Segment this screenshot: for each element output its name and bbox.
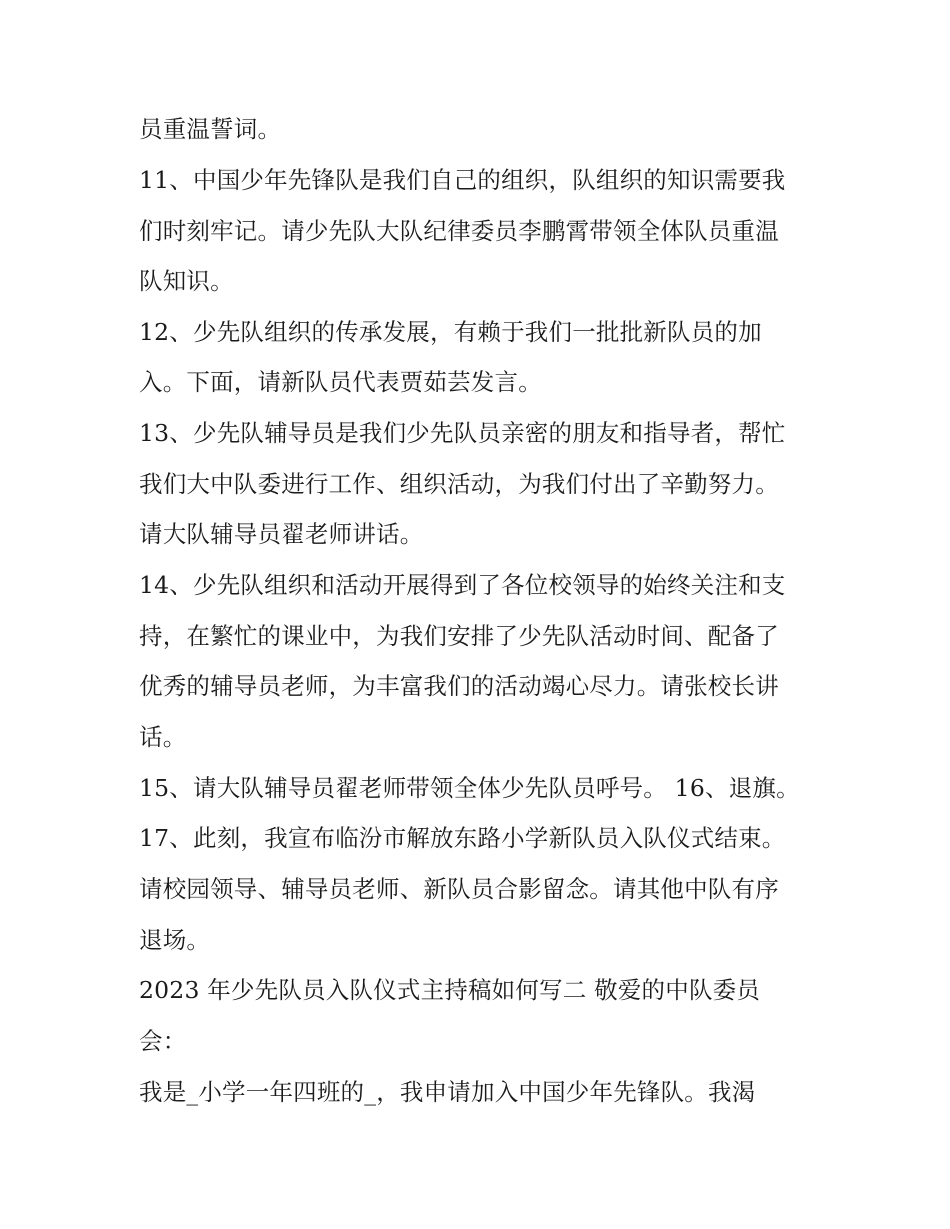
text-line: 会： xyxy=(139,1027,187,1055)
text-line: 入。下面，请新队员代表贾茹芸发言。 xyxy=(139,368,542,396)
text-line: 持，在繁忙的课业中，为我们安排了少先队活动时间、配备了 xyxy=(139,622,779,650)
text-line: 退场。 xyxy=(139,926,211,954)
text-line: 13、少先队辅导员是我们少先队员亲密的朋友和指导者，帮忙 xyxy=(139,419,786,447)
text-line: 12、少先队组织的传承发展，有赖于我们一批批新队员的加 xyxy=(139,318,762,346)
text-line: 优秀的辅导员老师，为丰富我们的活动竭心尽力。请张校长讲 xyxy=(139,672,779,700)
text-line: 请大队辅导员翟老师讲话。 xyxy=(139,520,424,548)
text-line: 15、请大队辅导员翟老师带领全体少先队员呼号。 16、退旗。 xyxy=(139,774,800,802)
text-line: 14、少先队组织和活动开展得到了各位校领导的始终关注和支 xyxy=(139,571,786,599)
text-line: 话。 xyxy=(139,723,187,751)
text-line: 我是_小学一年四班的_，我申请加入中国少年先锋队。我渴 xyxy=(139,1078,756,1106)
text-line: 们时刻牢记。请少先队大队纪律委员李鹏霄带领全体队员重温 xyxy=(139,217,779,245)
text-line: 17、此刻，我宣布临汾市解放东路小学新队员入队仪式结束。 xyxy=(139,824,786,852)
text-line: 队知识。 xyxy=(139,267,234,295)
text-line: 请校园领导、辅导员老师、新队员合影留念。请其他中队有序 xyxy=(139,875,779,903)
text-line: 我们大中队委进行工作、组织活动，为我们付出了辛勤努力。 xyxy=(139,470,779,498)
text-line: 员重温誓词。 xyxy=(139,115,282,143)
text-line: 11、中国少年先锋队是我们自己的组织，队组织的知识需要我 xyxy=(139,166,786,194)
text-line: 2023 年少先队员入队仪式主持稿如何写二 敬爱的中队委员 xyxy=(139,976,761,1004)
